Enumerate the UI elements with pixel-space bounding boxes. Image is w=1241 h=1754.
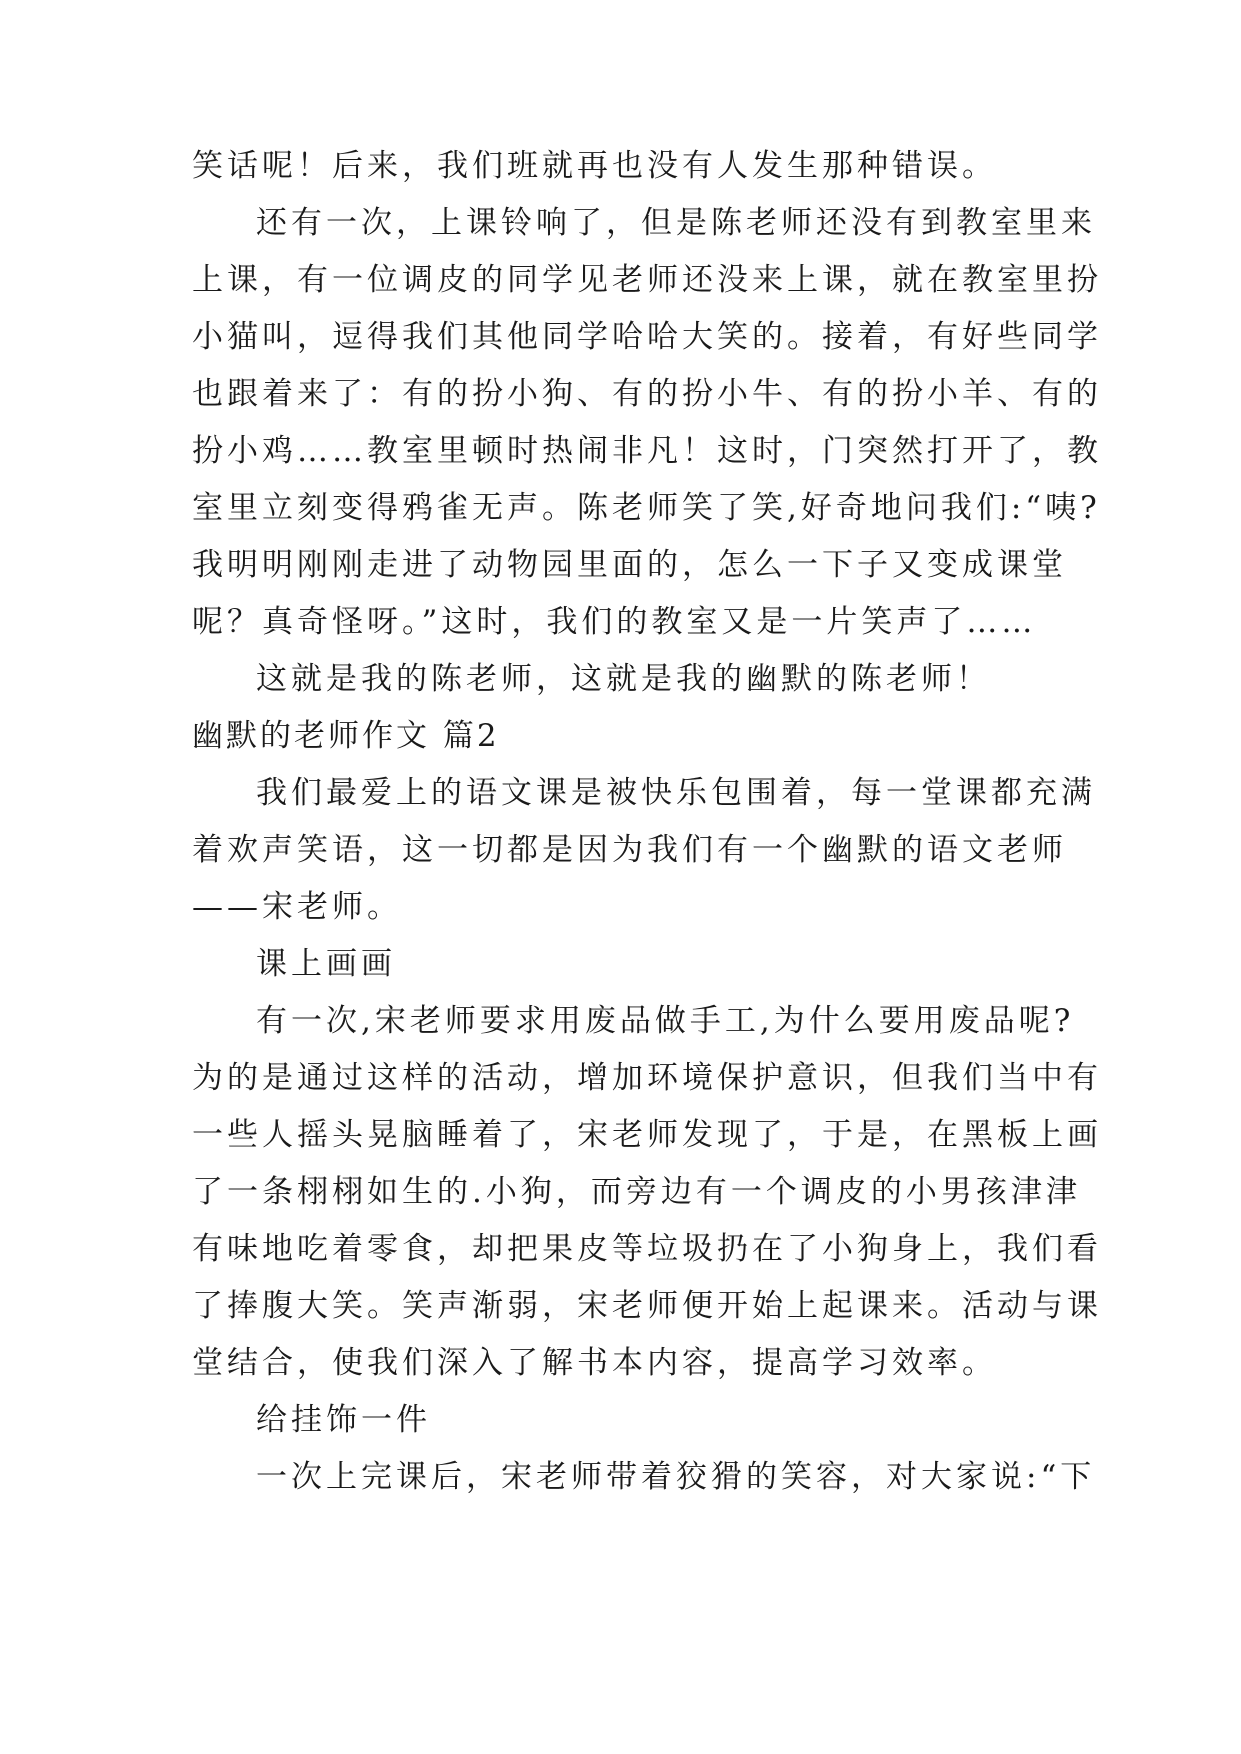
subheading-line: 课上画画 <box>256 946 396 982</box>
paragraph-start-line: 这就是我的陈老师，这就是我的幽默的陈老师！ <box>256 661 991 697</box>
section-heading: 幽默的老师作文 篇2 <box>192 718 500 754</box>
text-line: ——宋老师。 <box>192 889 402 925</box>
paragraph-start-line: 一次上完课后，宋老师带着狡猾的笑容，对大家说:“下 <box>256 1459 1096 1495</box>
text-line: 为的是通过这样的活动，增加环境保护意识，但我们当中有 <box>192 1060 1102 1096</box>
text-line: 小猫叫，逗得我们其他同学哈哈大笑的。接着，有好些同学 <box>192 319 1102 355</box>
text-line: 堂结合，使我们深入了解书本内容，提高学习效率。 <box>192 1345 997 1381</box>
subheading-line: 给挂饰一件 <box>256 1402 431 1438</box>
text-line: 了捧腹大笑。笑声渐弱，宋老师便开始上起课来。活动与课 <box>192 1288 1102 1324</box>
text-line: 有味地吃着零食，却把果皮等垃圾扔在了小狗身上，我们看 <box>192 1231 1102 1267</box>
text-line: 了一条栩栩如生的.小狗，而旁边有一个调皮的小男孩津津 <box>192 1174 1081 1210</box>
text-line: 我明明刚刚走进了动物园里面的，怎么一下子又变成课堂 <box>192 547 1067 583</box>
text-line: 室里立刻变得鸦雀无声。陈老师笑了笑,好奇地问我们:“咦? <box>192 490 1101 526</box>
text-line: 上课，有一位调皮的同学见老师还没来上课，就在教室里扮 <box>192 262 1102 298</box>
paragraph-start-line: 有一次,宋老师要求用废品做手工,为什么要用废品呢? <box>256 1003 1075 1039</box>
paragraph-start-line: 还有一次，上课铃响了，但是陈老师还没有到教室里来 <box>256 205 1096 241</box>
text-line: 呢？真奇怪呀。”这时，我们的教室又是一片笑声了…… <box>192 604 1037 640</box>
text-line: 笑话呢！后来，我们班就再也没有人发生那种错误。 <box>192 148 997 184</box>
text-line: 扮小鸡……教室里顿时热闹非凡！这时，门突然打开了，教 <box>192 433 1102 469</box>
text-line: 一些人摇头晃脑睡着了，宋老师发现了，于是，在黑板上画 <box>192 1117 1102 1153</box>
paragraph-start-line: 我们最爱上的语文课是被快乐包围着，每一堂课都充满 <box>256 775 1096 811</box>
text-line: 着欢声笑语，这一切都是因为我们有一个幽默的语文老师 <box>192 832 1067 868</box>
text-line: 也跟着来了：有的扮小狗、有的扮小牛、有的扮小羊、有的 <box>192 376 1102 412</box>
